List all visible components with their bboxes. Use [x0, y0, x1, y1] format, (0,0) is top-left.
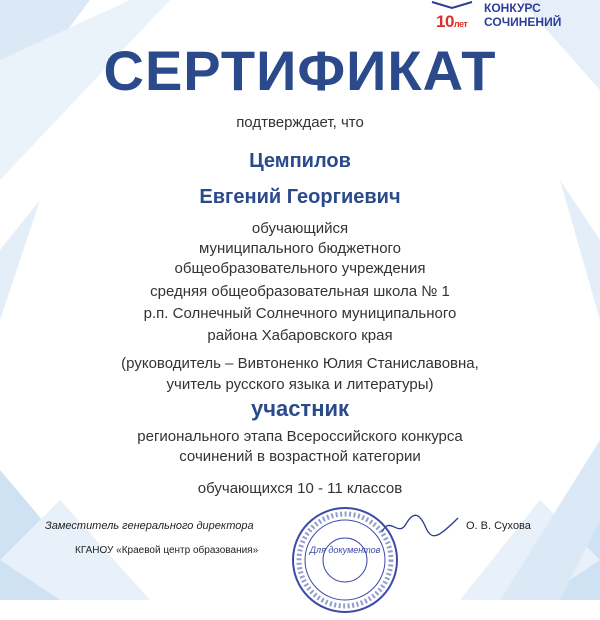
body-line: р.п. Солнечный Солнечного муниципального [143, 305, 457, 322]
body-line: общеобразовательного учреждения [174, 260, 426, 277]
stage-line: регионального этапа Всероссийского конкурса [137, 428, 463, 445]
signer-position: Заместитель генерального директора [45, 520, 254, 532]
recipient-surname: Цемпилов [249, 150, 351, 172]
participant-status: участник [250, 396, 350, 421]
stage-line: сочинений в возрастной категории [179, 448, 421, 465]
body-line: обучающийся [251, 220, 349, 237]
age-category: обучающихся 10 - 11 классов [197, 480, 403, 497]
logo-line2: СОЧИНЕНИЙ [484, 15, 562, 29]
signer-name: О. В. Сухова [466, 520, 531, 532]
recipient-given-names: Евгений Георгиевич [199, 186, 401, 208]
logo-anniversary [436, 12, 467, 32]
official-stamp [290, 505, 400, 615]
body-line: средняя общеобразовательная школа № 1 [150, 283, 450, 300]
confirms-text: подтверждает, что [236, 114, 364, 131]
supervisor-line: (руководитель – Вивтоненко Юлия Станиславовна, [121, 355, 479, 372]
logo-line1: КОНКУРС [484, 1, 541, 15]
stamp-text: Для документов [309, 545, 381, 555]
body-line: муниципального бюджетного [198, 240, 402, 257]
signer-organization: КГАНОУ «Краевой центр образования» [75, 545, 259, 556]
stamp-seal-icon [290, 505, 400, 615]
certificate-title: СЕРТИФИКАТ [103, 39, 497, 102]
logo-number-suffix: лет [453, 19, 468, 29]
supervisor-line: учитель русского языка и литературы) [166, 376, 434, 393]
logo-number: 10 [436, 12, 454, 31]
contest-logo [428, 0, 598, 40]
body-line: района Хабаровского края [207, 327, 393, 344]
